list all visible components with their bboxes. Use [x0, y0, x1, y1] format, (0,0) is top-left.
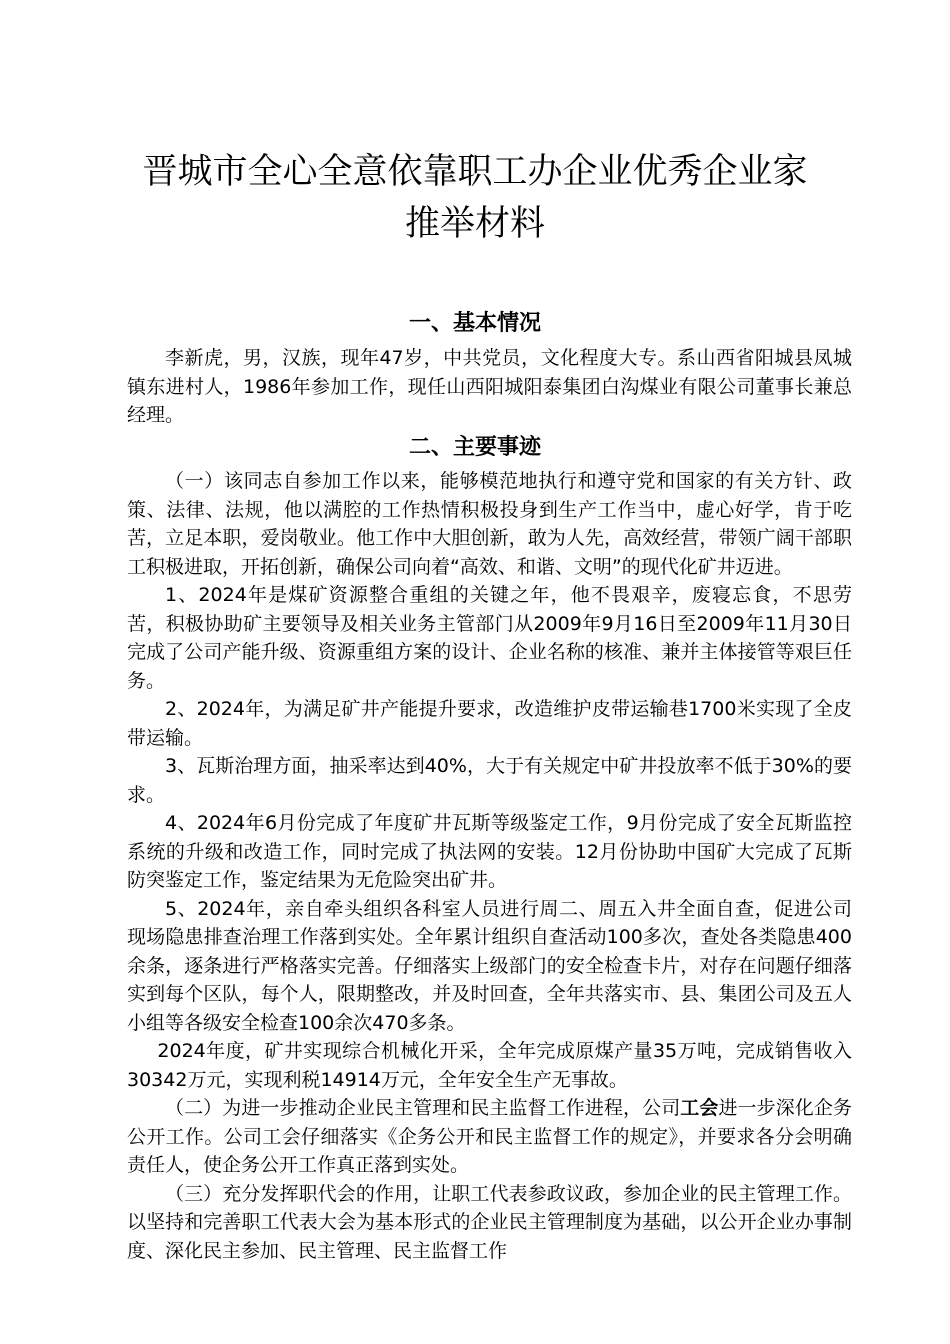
- paragraph: 2、2024年，为满足矿井产能提升要求，改造维护皮带运输巷1700米实现了全皮带运输。: [127, 698, 852, 749]
- paragraph: （三）充分发挥职代会的作用，让职工代表参政议政，参加企业的民主管理工作。以坚持和完善职工代表大会为基本形式的企业民主管理制度为基础，以公开企业办事制度、深化民主参加、民主管理、民主监督工作: [127, 1182, 852, 1262]
- paragraph: 2024年度，矿井实现综合机械化开采，全年完成原煤产量35万吨，完成销售收入30342万元，实现利税14914万元，全年安全生产无事故。: [127, 1040, 852, 1091]
- paragraph: （一）该同志自参加工作以来，能够模范地执行和遵守党和国家的有关方针、政策、法律、法规，他以满腔的工作热情积极投身到生产工作当中，虚心好学，肯于吃苦，立足本职，爱岗敬业。他工作中大胆创新，敢为人先，高效经营，带领广阔干部职工积极进取，开拓创新，确保公司向着“高效、和谐、文明”的现代化矿井迈进。: [127, 470, 852, 578]
- paragraph: 4、2024年6月份完成了年度矿井瓦斯等级鉴定工作，9月份完成了安全瓦斯监控系统的升级和改造工作，同时完成了执法网的安装。12月份协助中国矿大完成了瓦斯防突鉴定工作，鉴定结果为无危险突出矿井。: [127, 812, 852, 891]
- section-heading-main-deeds: 二、主要事迹: [408, 435, 541, 460]
- section-basic-info-body: [127, 344, 852, 430]
- bold-term: 工会: [680, 1097, 719, 1119]
- paragraph: 5、2024年，亲自牵头组织各科室人员进行周二、周五入井全面自查，促进公司现场隐患排查治理工作落到实处。全年累计组织自查活动100多次，查处各类隐患400余条，逐条进行严格落实完善。仔细落实上级部门的安全检查卡片，对存在问题仔细落实到每个区队，每个人，限期整改，并及时回查，全年共落实市、县、集团公司及五人小组等各级安全检查100余次470多条。: [127, 897, 852, 1034]
- paragraph-text: 进一步深化企务公开工作。公司工会仔细落实《企务公开和民主监督工作的规定》，并要求各分会明确责任人，使企务公开工作真正落到实处。: [127, 1097, 852, 1176]
- document-title-line-2: 推举材料: [404, 204, 545, 244]
- paragraph: 1、2024年是煤矿资源整合重组的关键之年，他不畏艰辛，废寝忘食，不思劳苦，积极协助矿主要领导及相关业务主管部门从2009年9月16日至2009年11月30日完成了公司产能升级、资源重组方案的设计、企业名称的核准、兼并主体接管等艰巨任务。: [127, 584, 852, 692]
- section-main-deeds-body: [127, 467, 852, 1265]
- paragraph: 李新虎，男，汉族，现年47岁，中共党员，文化程度大专。系山西省阳城县凤城镇东进村人，1986年参加工作，现任山西阳城阳泰集团白沟煤业有限公司董事长兼总经理。: [127, 347, 852, 426]
- paragraph-text: （二）为进一步推动企业民主管理和民主监督工作进程，公司: [165, 1097, 681, 1119]
- document-title-line-1: 晋城市全心全意依靠职工办企业优秀企业家: [142, 152, 808, 192]
- section-heading-basic-info: 一、基本情况: [408, 311, 541, 336]
- paragraph: [127, 1094, 852, 1180]
- paragraph: 3、瓦斯治理方面，抽采率达到40%，大于有关规定中矿井投放率不低于30%的要求。: [127, 755, 852, 806]
